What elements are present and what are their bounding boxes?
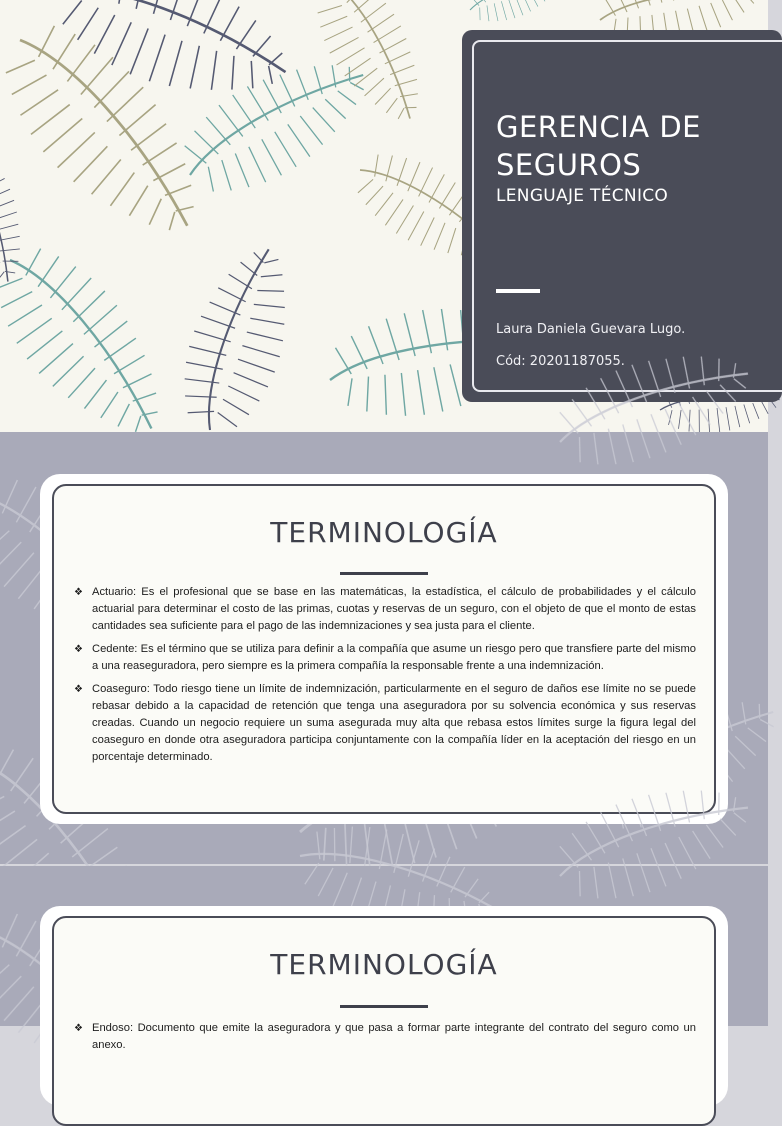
title-panel xyxy=(462,30,782,402)
terminology-slide-1 xyxy=(0,432,768,864)
definition-item xyxy=(74,681,696,766)
diamond-bullet-icon: ❖ xyxy=(74,644,83,655)
heading-divider xyxy=(340,1005,428,1008)
diamond-bullet-icon: ❖ xyxy=(74,1023,83,1034)
definition-text: Coaseguro: Todo riesgo tiene un límite de indemnización, particularmente en el seguro de daños ese límite no se puede rebasar debido a la capacidad de retención que tenga una aseguradora por su solvencia económica y sus reservas creadas. Cuando un negocio requiere un suma asegurada muy alta que rebasa estos límites surge la figura legal del coaseguro en donde otra aseguradora participa conjuntamente con la compañía líder en la aceptación del riesgo en un porcentaje determinado. xyxy=(92,683,696,763)
author-name: Laura Daniela Guevara Lugo. xyxy=(496,322,686,337)
terminology-card xyxy=(40,906,728,1106)
section-heading: TERMINOLOGÍA xyxy=(270,948,498,981)
definition-item xyxy=(74,641,696,675)
student-code: Cód: 20201187055. xyxy=(496,354,625,369)
definition-item xyxy=(74,1020,696,1054)
title-slide xyxy=(0,0,768,432)
definition-text: Cedente: Es el término que se utiliza para definir a la compañía que asume un riesgo pero que transfiere parte del mismo a una reaseguradora, pero siempre es la primera compañía la responsable frente a una indemnización. xyxy=(92,643,696,672)
terminology-slide-2 xyxy=(0,866,768,1051)
terminology-card-frame xyxy=(52,916,716,1126)
definitions-list xyxy=(74,584,696,772)
diamond-bullet-icon: ❖ xyxy=(74,587,83,598)
accent-divider xyxy=(496,289,540,293)
title-panel-frame xyxy=(472,40,782,392)
diamond-bullet-icon: ❖ xyxy=(74,684,83,695)
definition-text: Actuario: Es el profesional que se base en las matemáticas, la estadística, el cálculo de probabilidades y el cálculo actuarial para determinar el costo de las primas, cuotas y reservas de un seguro, con el objeto de que el monto de estas cantidades sea suficiente para el pago de las indemnizaciones y sea justa para el cliente. xyxy=(92,586,696,632)
presentation-subtitle: LENGUAJE TÉCNICO xyxy=(496,186,669,206)
definition-text: Endoso: Documento que emite la aseguradora y que pasa a formar parte integrante del contrato del seguro como un anexo. xyxy=(92,1022,696,1051)
presentation-title: GERENCIA DE SEGUROS xyxy=(496,110,701,182)
terminology-card xyxy=(40,474,728,824)
section-heading: TERMINOLOGÍA xyxy=(270,516,498,549)
definitions-list xyxy=(74,1020,696,1060)
terminology-card-frame xyxy=(52,484,716,814)
heading-divider xyxy=(340,572,428,575)
definition-item xyxy=(74,584,696,635)
